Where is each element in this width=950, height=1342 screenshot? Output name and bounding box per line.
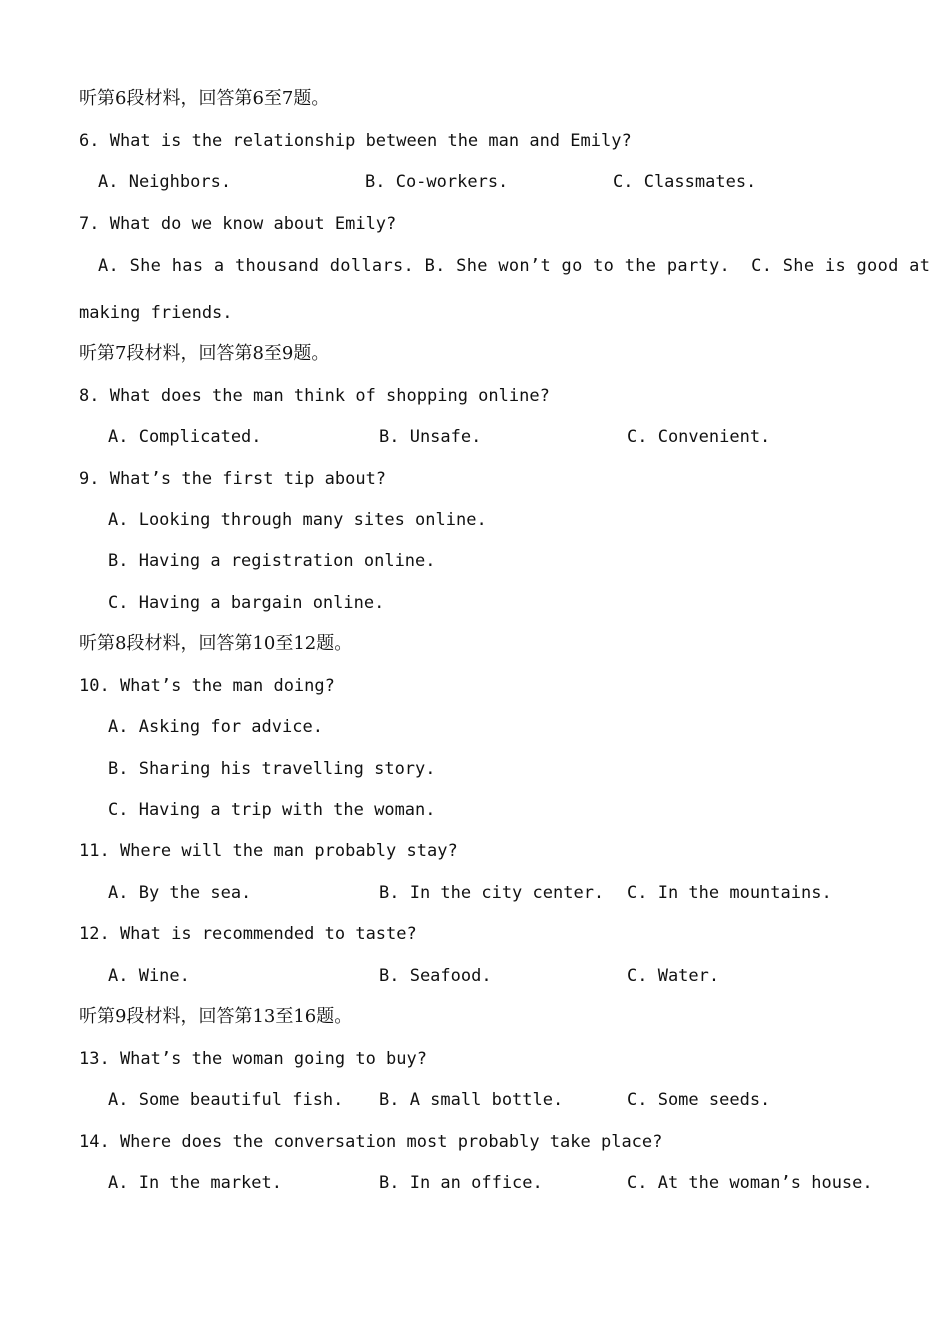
question-10: 10. What’s the man doing?	[79, 676, 335, 696]
q13-option-a: A. Some beautiful fish.	[108, 1090, 344, 1110]
q6-option-a: A. Neighbors.	[98, 172, 232, 192]
q6-option-c: C. Classmates.	[613, 172, 757, 192]
q7-options-line: A. She has a thousand dollars. B. She won’t go to the party. C. She is good at	[98, 256, 931, 276]
question-8: 8. What does the man think of shopping online?	[79, 386, 550, 406]
q7-options-continued: making friends.	[79, 303, 233, 323]
question-13: 13. What’s the woman going to buy?	[79, 1049, 427, 1069]
q14-option-a: A. In the market.	[108, 1173, 282, 1193]
question-9: 9. What’s the first tip about?	[79, 469, 387, 489]
question-11: 11. Where will the man probably stay?	[79, 841, 458, 861]
q11-option-a: A. By the sea.	[108, 883, 252, 903]
q12-option-a: A. Wine.	[108, 966, 190, 986]
section-heading-8: 听第8段材料，回答第10至12题。	[79, 633, 353, 654]
question-6: 6. What is the relationship between the man and Emily?	[79, 131, 632, 151]
q9-option-b: B. Having a registration online.	[108, 551, 436, 571]
q9-option-a: A. Looking through many sites online.	[108, 510, 487, 530]
question-12: 12. What is recommended to taste?	[79, 924, 417, 944]
section-heading-9: 听第9段材料，回答第13至16题。	[79, 1006, 353, 1027]
section-heading-7: 听第7段材料，回答第8至9题。	[79, 343, 330, 364]
q13-option-b: B. A small bottle.	[379, 1090, 564, 1110]
q12-option-c: C. Water.	[627, 966, 720, 986]
q13-option-c: C. Some seeds.	[627, 1090, 771, 1110]
q8-option-c: C. Convenient.	[627, 427, 771, 447]
q10-option-c: C. Having a trip with the woman.	[108, 800, 436, 820]
q14-option-b: B. In an office.	[379, 1173, 543, 1193]
q14-option-c: C. At the woman’s house.	[627, 1173, 873, 1193]
question-14: 14. Where does the conversation most probably take place?	[79, 1132, 663, 1152]
q10-option-a: A. Asking for advice.	[108, 717, 323, 737]
q9-option-c: C. Having a bargain online.	[108, 593, 385, 613]
q12-option-b: B. Seafood.	[379, 966, 492, 986]
section-heading-6: 听第6段材料，回答第6至7题。	[79, 88, 330, 109]
q8-option-b: B. Unsafe.	[379, 427, 482, 447]
question-7: 7. What do we know about Emily?	[79, 214, 397, 234]
q8-option-a: A. Complicated.	[108, 427, 262, 447]
q6-option-b: B. Co-workers.	[365, 172, 509, 192]
q10-option-b: B. Sharing his travelling story.	[108, 759, 436, 779]
q11-option-b: B. In the city center.	[379, 883, 605, 903]
q11-option-c: C. In the mountains.	[627, 883, 832, 903]
